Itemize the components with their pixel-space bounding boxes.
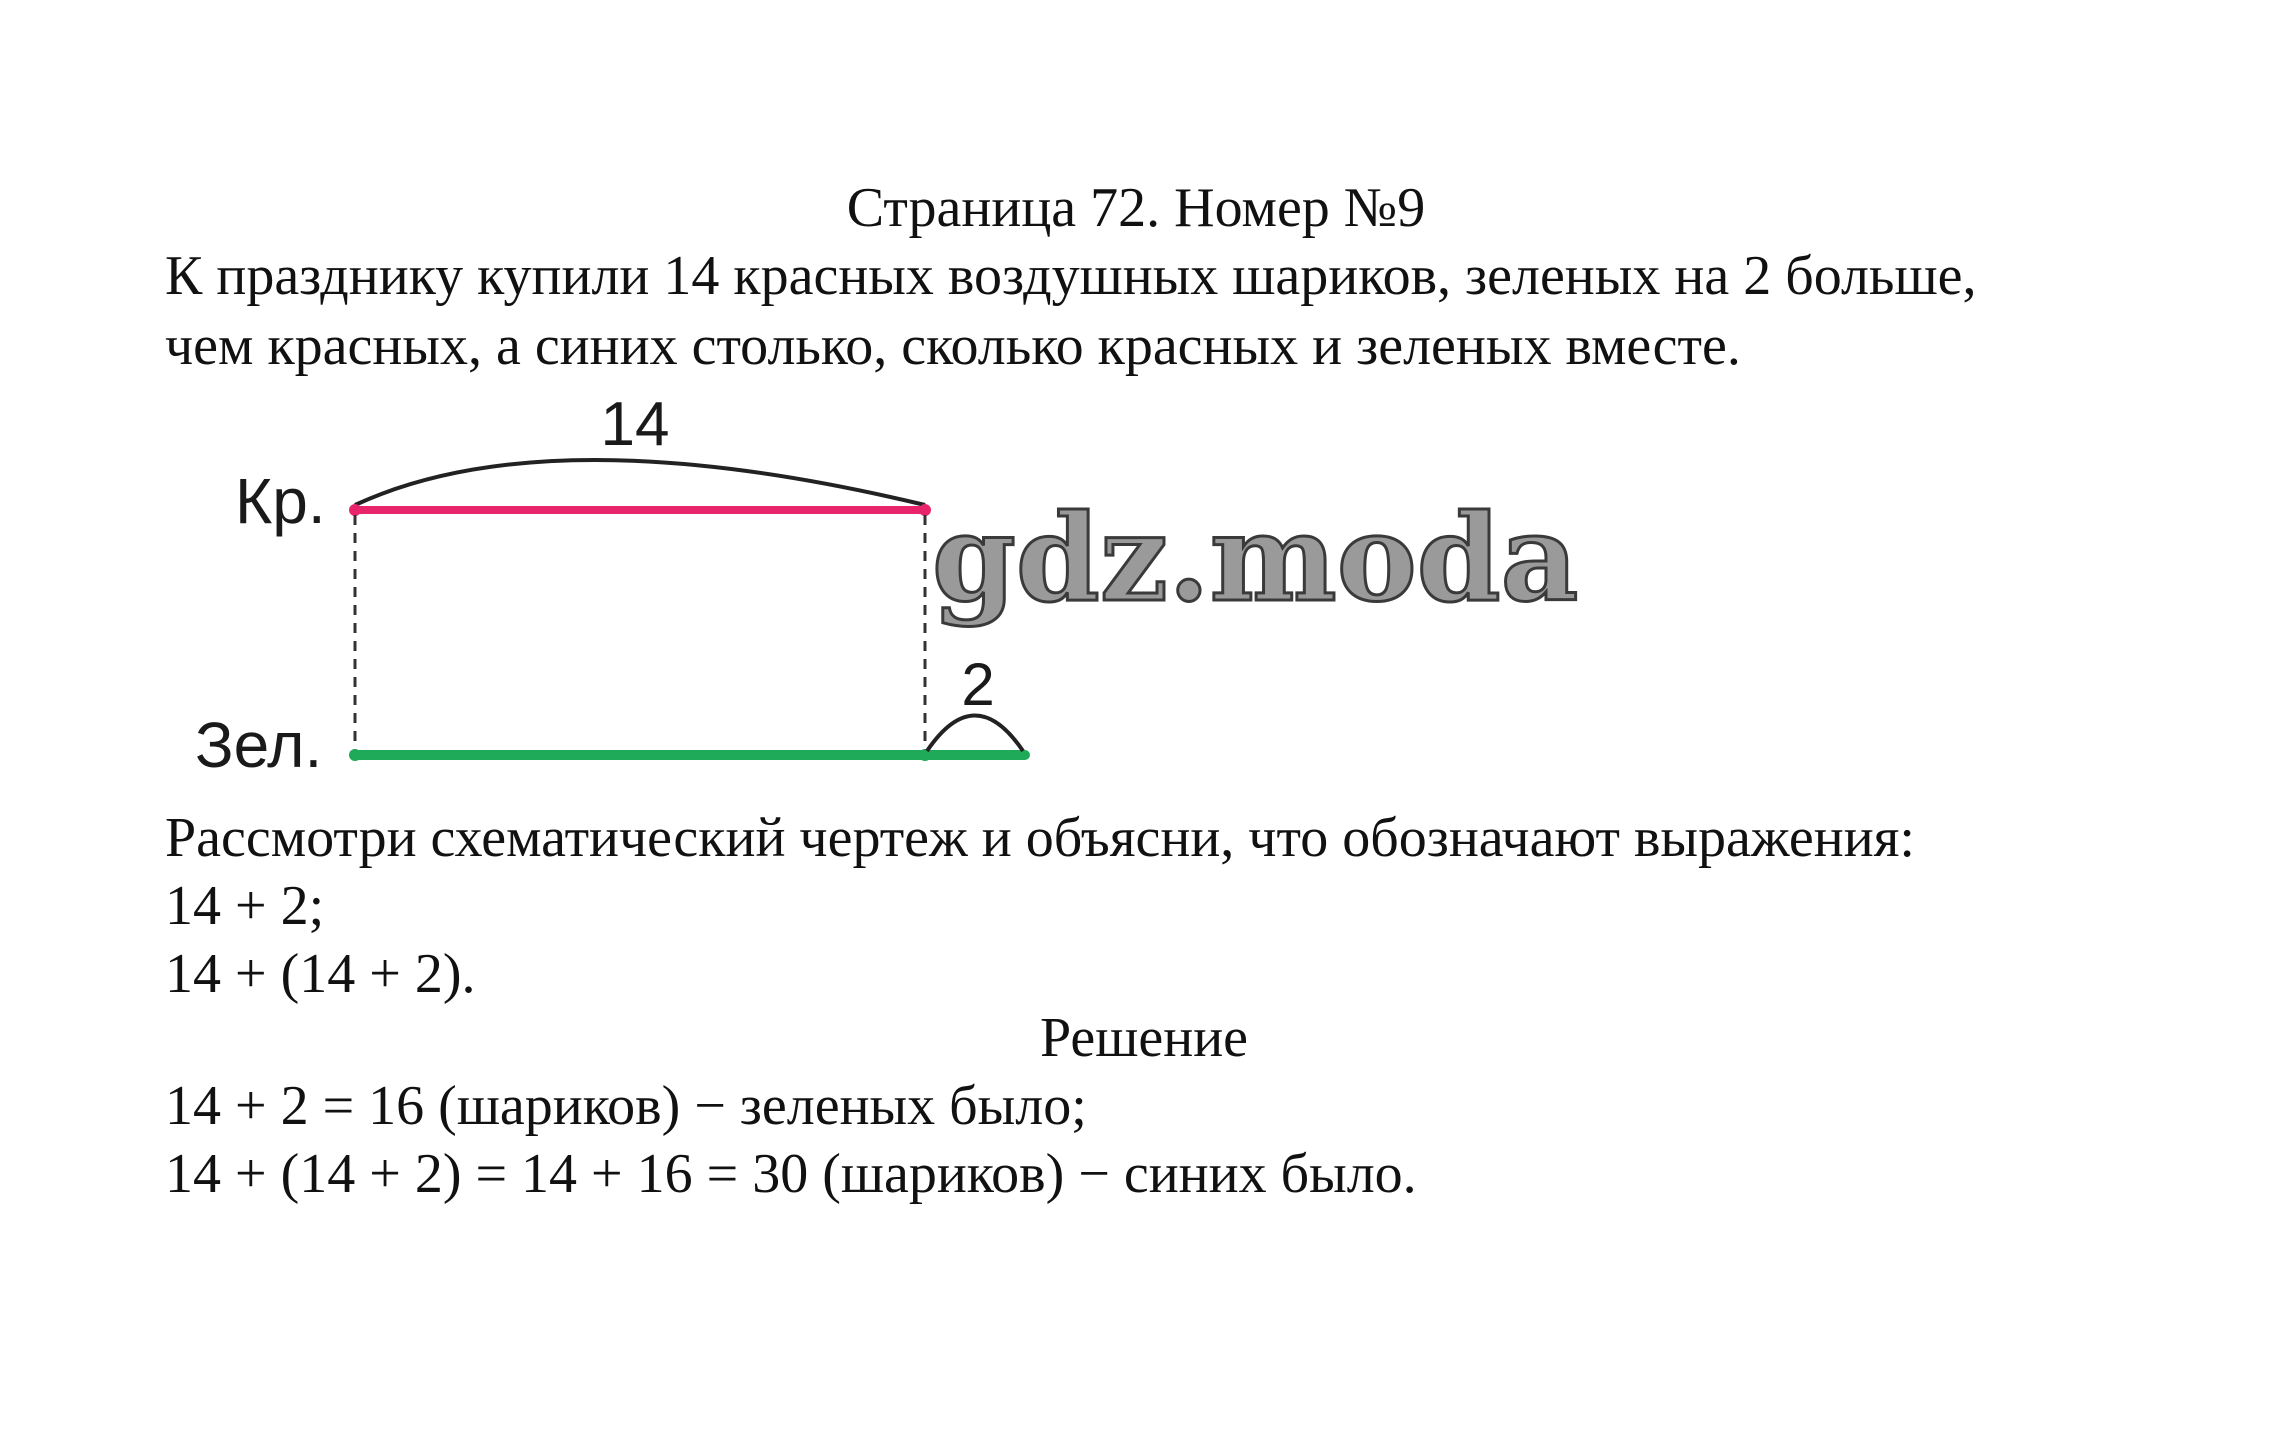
extra-brace-arc bbox=[927, 716, 1023, 752]
watermark-logo: gdz.moda bbox=[932, 488, 1579, 629]
red-segment-end-dot bbox=[919, 504, 931, 516]
task-expression-2: 14 + (14 + 2). bbox=[165, 943, 476, 1005]
solution-line-1: 14 + 2 = 16 (шариков) − зеленых было; bbox=[165, 1075, 1087, 1137]
schematic-diagram bbox=[170, 375, 1600, 795]
top-value-label: 14 bbox=[600, 390, 670, 459]
page-heading: Страница 72. Номер №9 bbox=[846, 177, 1426, 239]
red-label: Кр. bbox=[235, 465, 326, 537]
green-segment-start-dot bbox=[349, 749, 361, 761]
task-expression-1: 14 + 2; bbox=[165, 875, 325, 937]
problem-text-line-1: К празднику купили 14 красных воздушных шариков, зеленых на 2 больше, bbox=[165, 245, 1977, 307]
problem-text-line-2: чем красных, а синих столько, сколько красных и зеленых вместе. bbox=[165, 315, 1741, 377]
green-label: Зел. bbox=[195, 709, 323, 781]
task-instruction: Рассмотри схематический чертеж и объясни, что обозначают выражения: bbox=[165, 807, 1915, 869]
solution-title: Решение bbox=[1040, 1007, 1249, 1069]
solution-line-2: 14 + (14 + 2) = 14 + 16 = 30 (шариков) − синих было. bbox=[165, 1143, 1417, 1205]
red-segment-start-dot bbox=[349, 504, 361, 516]
extra-value-label: 2 bbox=[961, 651, 995, 718]
top-brace-arc bbox=[355, 460, 925, 505]
